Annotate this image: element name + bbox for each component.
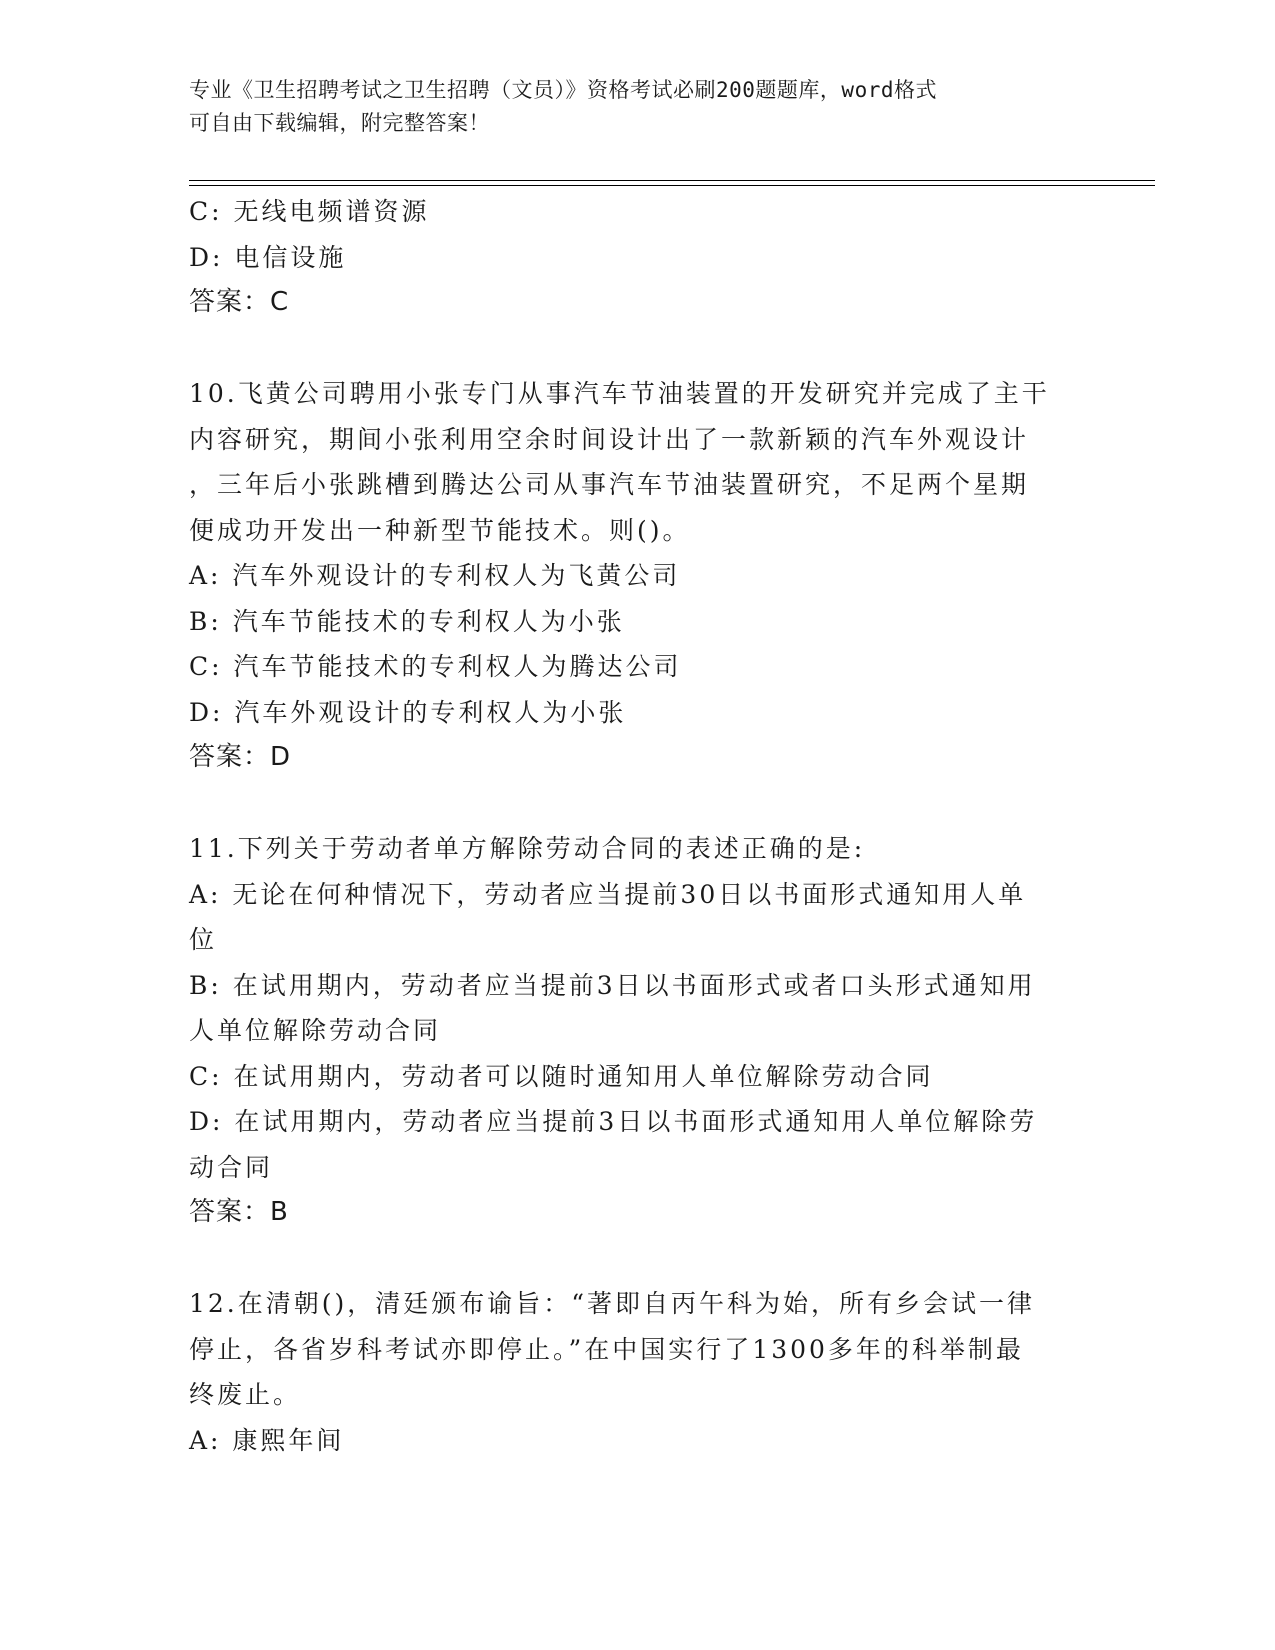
- question-text-line: 内容研究，期间小张利用空余时间设计出了一款新颖的汽车外观设计: [189, 424, 1030, 454]
- question-10: [189, 371, 1089, 781]
- option-b-continued: 人单位解除劳动合同: [189, 1016, 442, 1045]
- question-text-line: 10.飞黄公司聘用小张专门从事汽车节油装置的开发研究并完成了主干: [189, 379, 1050, 408]
- document-body: [189, 189, 1089, 1463]
- question-12: [189, 1281, 1089, 1463]
- answer-label: 答案：D: [189, 742, 292, 772]
- option-a: A: 汽车外观设计的专利权人为飞黄公司: [189, 561, 681, 590]
- question-text-line: 11.下列关于劳动者单方解除劳动合同的表述正确的是:: [189, 834, 866, 863]
- option-d: D: 电信设施: [189, 242, 347, 272]
- header-line-2: 可自由下载编辑，附完整答案！: [189, 111, 490, 135]
- spacer: [189, 326, 1089, 372]
- option-c: C: 在试用期内，劳动者可以随时通知用人单位解除劳动合同: [189, 1061, 934, 1091]
- option-c: C: 汽车节能技术的专利权人为腾达公司: [189, 652, 682, 681]
- question-text-line: 便成功开发出一种新型节能技术。则()。: [189, 515, 691, 545]
- question-text-line: ，三年后小张跳槽到腾达公司从事汽车节油装置研究，不足两个星期: [189, 470, 1030, 499]
- spacer: [189, 1236, 1089, 1282]
- option-d: D: 在试用期内，劳动者应当提前3日以书面形式通知用人单位解除劳: [189, 1107, 1038, 1136]
- option-b: B: 汽车节能技术的专利权人为小张: [189, 606, 625, 636]
- option-a-continued: 位: [189, 925, 218, 954]
- question-text-line: 停止，各省岁科考试亦即停止。”在中国实行了1300多年的科举制最: [189, 1334, 1024, 1364]
- option-d-continued: 动合同: [189, 1152, 274, 1182]
- answer-label: 答案：C: [189, 287, 290, 317]
- option-a: A: 康熙年间: [189, 1425, 345, 1455]
- option-c: C: 无线电频谱资源: [189, 197, 430, 226]
- answer-label: 答案：B: [189, 1197, 289, 1227]
- question-text-line: 12.在清朝()，清廷颁布谕旨：“著即自丙午科为始，所有乡会试一律: [189, 1289, 1036, 1318]
- spacer: [189, 781, 1089, 827]
- question-11: [189, 826, 1089, 1236]
- document-header: [189, 74, 1069, 140]
- header-line-1: 专业《卫生招聘考试之卫生招聘（文员）》资格考试必刷200题题库，word格式: [189, 78, 937, 102]
- option-d: D: 汽车外观设计的专利权人为小张: [189, 697, 627, 727]
- question-9-tail: [189, 189, 1089, 326]
- header-rule-top: [189, 180, 1155, 181]
- option-a: A: 无论在何种情况下，劳动者应当提前30日以书面形式通知用人单: [189, 879, 1027, 909]
- question-text-line: 终废止。: [189, 1380, 302, 1409]
- option-b: B: 在试用期内，劳动者应当提前3日以书面形式或者口头形式通知用: [189, 970, 1036, 1000]
- header-rule-bottom: [189, 185, 1155, 186]
